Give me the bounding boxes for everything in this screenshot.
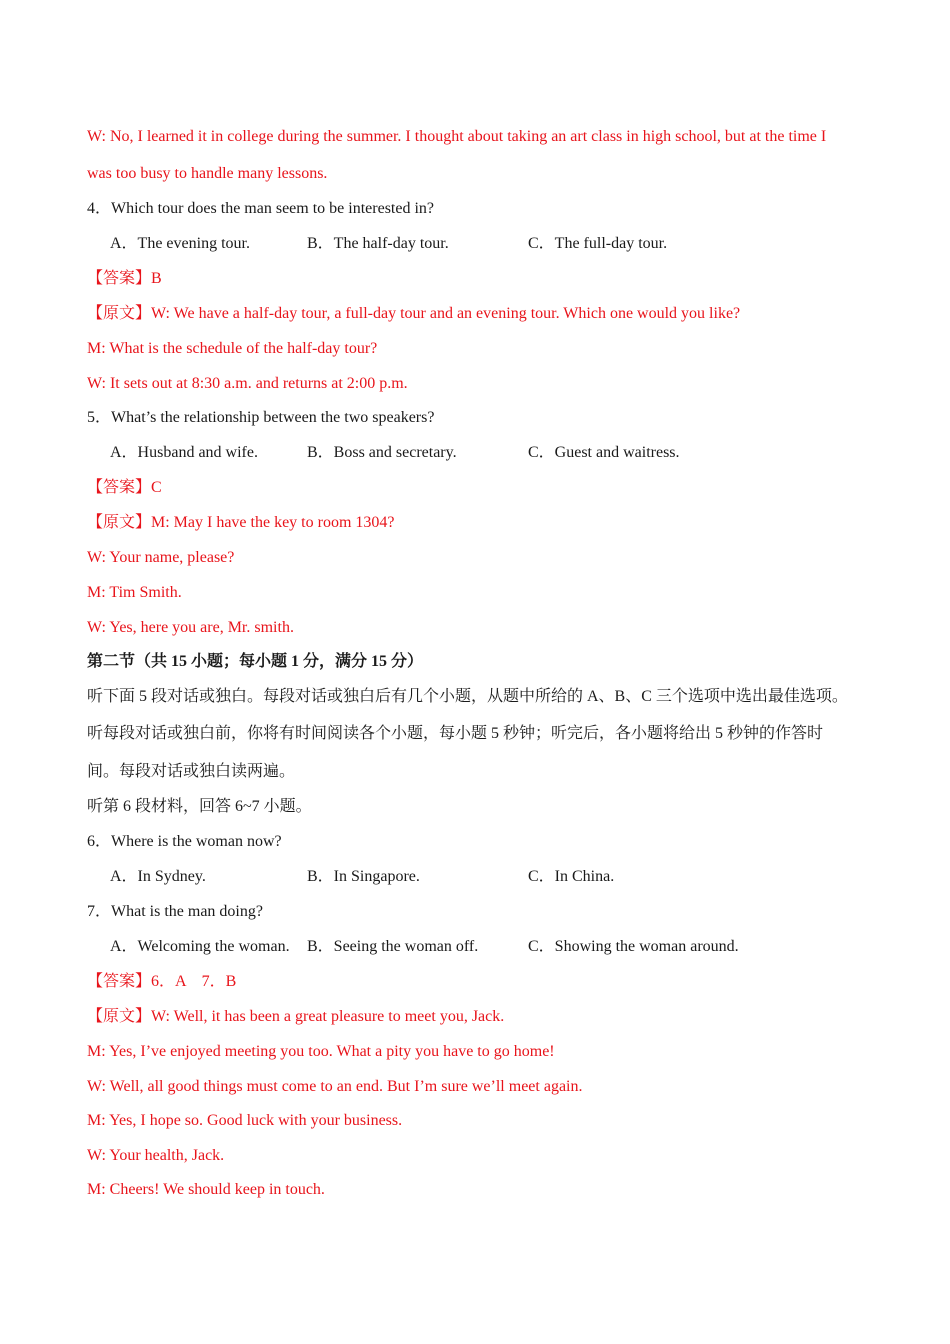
question-4: 4．Which tour does the man seem to be interested in?: [87, 200, 435, 217]
material-6-instruction: 听第 6 段材料，回答 6~7 小题。: [87, 798, 312, 815]
transcript-5-line: M: Tim Smith.: [87, 584, 182, 601]
question-5-option-c: C．Guest and waitress.: [528, 444, 680, 461]
transcript-4-line: 【原文】W: We have a half-day tour, a full-day tour and an evening tour. Which one would you like?: [87, 305, 741, 322]
section-2-instructions: 听每段对话或独白前，你将有时间阅读各个小题，每小题 5 秒钟；听完后，各小题将给出 5 秒钟的作答时: [87, 725, 824, 742]
question-4-option-b: B．The half-day tour.: [307, 235, 449, 252]
transcript-6-7-line: M: Cheers! We should keep in touch.: [87, 1181, 325, 1198]
transcript-6-7-line: M: Yes, I’ve enjoyed meeting you too. What a pity you have to go home!: [87, 1043, 555, 1060]
question-5-option-a: A．Husband and wife.: [110, 444, 258, 461]
question-7-option-b: B．Seeing the woman off.: [307, 938, 479, 955]
transcript-5-line: W: Yes, here you are, Mr. smith.: [87, 619, 294, 636]
transcript-6-7-line: 【原文】W: Well, it has been a great pleasure to meet you, Jack.: [87, 1008, 505, 1025]
question-5-option-b: B．Boss and secretary.: [307, 444, 457, 461]
question-7: 7．What is the man doing?: [87, 903, 263, 920]
question-6-option-c: C．In China.: [528, 868, 615, 885]
transcript-5-line: W: Your name, please?: [87, 549, 235, 566]
question-4-option-c: C．The full-day tour.: [528, 235, 668, 252]
transcript-4-line: W: It sets out at 8:30 a.m. and returns at 2:00 p.m.: [87, 375, 408, 392]
answer-4: 【答案】B: [87, 270, 162, 287]
transcript-5-line: 【原文】M: May I have the key to room 1304?: [87, 514, 395, 531]
transcript-line: W: No, I learned it in college during the summer. I thought about taking an art class in high school, but at the time I: [87, 128, 827, 145]
question-6-option-a: A．In Sydney.: [110, 868, 206, 885]
transcript-6-7-line: W: Your health, Jack.: [87, 1147, 225, 1164]
question-7-option-c: C．Showing the woman around.: [528, 938, 739, 955]
answer-5: 【答案】C: [87, 479, 162, 496]
answer-6-7: 【答案】6．A 7．B: [87, 973, 237, 990]
section-2-instructions: 听下面 5 段对话或独白。每段对话或独白后有几个小题，从题中所给的 A、B、C 三个选项中选出最佳选项。: [87, 688, 848, 705]
question-7-option-a: A．Welcoming the woman.: [110, 938, 290, 955]
transcript-6-7-line: M: Yes, I hope so. Good luck with your business.: [87, 1112, 403, 1129]
section-2-heading: 第二节（共 15 小题；每小题 1 分，满分 15 分）: [87, 653, 424, 670]
question-6: 6．Where is the woman now?: [87, 833, 282, 850]
question-5: 5．What’s the relationship between the two speakers?: [87, 409, 435, 426]
section-2-instructions: 间。每段对话或独白读两遍。: [87, 763, 296, 780]
transcript-line: was too busy to handle many lessons.: [87, 165, 328, 182]
question-4-option-a: A．The evening tour.: [110, 235, 250, 252]
question-6-option-b: B．In Singapore.: [307, 868, 420, 885]
transcript-6-7-line: W: Well, all good things must come to an end. But I’m sure we’ll meet again.: [87, 1078, 583, 1095]
transcript-4-line: M: What is the schedule of the half-day tour?: [87, 340, 378, 357]
